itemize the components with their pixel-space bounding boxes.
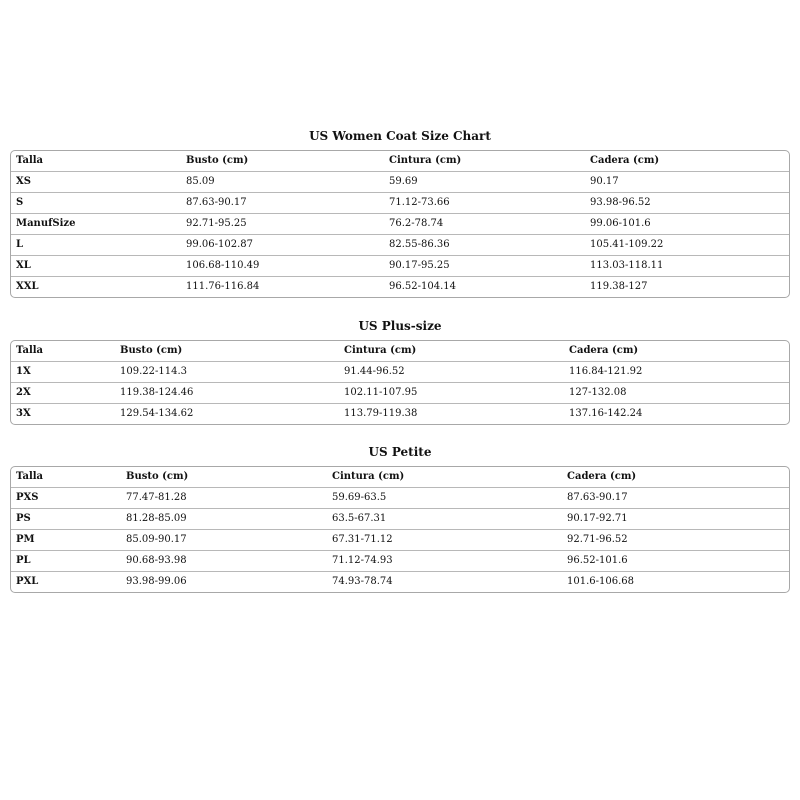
size-cell: PXS — [11, 488, 121, 509]
table-row — [11, 509, 789, 530]
bust-cell: 109.22-114.3 — [115, 362, 339, 383]
size-cell: XS — [11, 172, 181, 193]
table-row — [11, 214, 789, 235]
bust-cell: 93.98-99.06 — [121, 572, 327, 593]
header-talla: Talla — [16, 155, 44, 166]
table-header-row — [11, 467, 789, 488]
bust-cell: 92.71-95.25 — [181, 214, 384, 235]
hip-cell: 101.6-106.68 — [562, 572, 789, 593]
size-cell: PS — [11, 509, 121, 530]
header-talla: Talla — [16, 471, 44, 482]
waist-cell: 82.55-86.36 — [384, 235, 585, 256]
waist-cell: 113.79-119.38 — [339, 404, 564, 425]
waist-cell: 71.12-74.93 — [327, 551, 562, 572]
table-row — [11, 530, 789, 551]
bust-cell: 129.54-134.62 — [115, 404, 339, 425]
waist-cell: 91.44-96.52 — [339, 362, 564, 383]
hip-cell: 99.06-101.6 — [585, 214, 789, 235]
header-talla: Talla — [16, 345, 44, 356]
table-row — [11, 172, 789, 193]
bust-cell: 99.06-102.87 — [181, 235, 384, 256]
size-cell: 3X — [11, 404, 115, 425]
bust-cell: 81.28-85.09 — [121, 509, 327, 530]
hip-cell: 137.16-142.24 — [564, 404, 789, 425]
petite-size-title: US Petite — [368, 445, 432, 459]
header-busto: Busto (cm) — [186, 155, 249, 166]
petite-size-section — [10, 445, 790, 593]
size-cell: S — [11, 193, 181, 214]
header-cintura: Cintura (cm) — [344, 345, 417, 356]
waist-cell: 76.2-78.74 — [384, 214, 585, 235]
waist-cell: 71.12-73.66 — [384, 193, 585, 214]
size-cell: PL — [11, 551, 121, 572]
bust-cell: 111.76-116.84 — [181, 277, 384, 298]
header-cadera: Cadera (cm) — [567, 471, 637, 482]
bust-cell: 106.68-110.49 — [181, 256, 384, 277]
petite-size-table-frame — [10, 466, 790, 593]
table-header-row — [11, 341, 789, 362]
hip-cell: 90.17-92.71 — [562, 509, 789, 530]
waist-cell: 59.69-63.5 — [327, 488, 562, 509]
plus-size-table-frame — [10, 340, 790, 425]
bust-cell: 77.47-81.28 — [121, 488, 327, 509]
bust-cell: 85.09 — [181, 172, 384, 193]
table-row — [11, 572, 789, 593]
waist-cell: 74.93-78.74 — [327, 572, 562, 593]
waist-cell: 90.17-95.25 — [384, 256, 585, 277]
size-cell: 2X — [11, 383, 115, 404]
header-cadera: Cadera (cm) — [590, 155, 660, 166]
bust-cell: 119.38-124.46 — [115, 383, 339, 404]
header-busto: Busto (cm) — [126, 471, 189, 482]
hip-cell: 93.98-96.52 — [585, 193, 789, 214]
petite-size-table — [11, 467, 789, 592]
hip-cell: 96.52-101.6 — [562, 551, 789, 572]
waist-cell: 63.5-67.31 — [327, 509, 562, 530]
hip-cell: 87.63-90.17 — [562, 488, 789, 509]
table-row — [11, 404, 789, 425]
size-cell: ManufSize — [11, 214, 181, 235]
table-row — [11, 488, 789, 509]
waist-cell: 96.52-104.14 — [384, 277, 585, 298]
size-cell: 1X — [11, 362, 115, 383]
table-row — [11, 551, 789, 572]
table-row — [11, 362, 789, 383]
size-cell: XL — [11, 256, 181, 277]
table-header-row — [11, 151, 789, 172]
header-cintura: Cintura (cm) — [332, 471, 405, 482]
hip-cell: 127-132.08 — [564, 383, 789, 404]
size-cell: PM — [11, 530, 121, 551]
header-busto: Busto (cm) — [120, 345, 183, 356]
hip-cell: 105.41-109.22 — [585, 235, 789, 256]
women-coat-size-section — [10, 129, 790, 298]
waist-cell: 59.69 — [384, 172, 585, 193]
plus-size-table — [11, 341, 789, 424]
size-cell: XXL — [11, 277, 181, 298]
table-row — [11, 193, 789, 214]
table-row — [11, 256, 789, 277]
women-coat-size-table-frame — [10, 150, 790, 298]
bust-cell: 85.09-90.17 — [121, 530, 327, 551]
hip-cell: 119.38-127 — [585, 277, 789, 298]
hip-cell: 92.71-96.52 — [562, 530, 789, 551]
women-coat-size-table — [11, 151, 789, 297]
header-cintura: Cintura (cm) — [389, 155, 462, 166]
size-cell: L — [11, 235, 181, 256]
size-cell: PXL — [11, 572, 121, 593]
hip-cell: 113.03-118.11 — [585, 256, 789, 277]
bust-cell: 87.63-90.17 — [181, 193, 384, 214]
bust-cell: 90.68-93.98 — [121, 551, 327, 572]
hip-cell: 116.84-121.92 — [564, 362, 789, 383]
waist-cell: 102.11-107.95 — [339, 383, 564, 404]
plus-size-title: US Plus-size — [358, 319, 442, 333]
women-coat-size-title: US Women Coat Size Chart — [309, 129, 491, 143]
table-row — [11, 383, 789, 404]
header-cadera: Cadera (cm) — [569, 345, 639, 356]
table-row — [11, 235, 789, 256]
waist-cell: 67.31-71.12 — [327, 530, 562, 551]
table-row — [11, 277, 789, 298]
plus-size-section — [10, 319, 790, 425]
hip-cell: 90.17 — [585, 172, 789, 193]
